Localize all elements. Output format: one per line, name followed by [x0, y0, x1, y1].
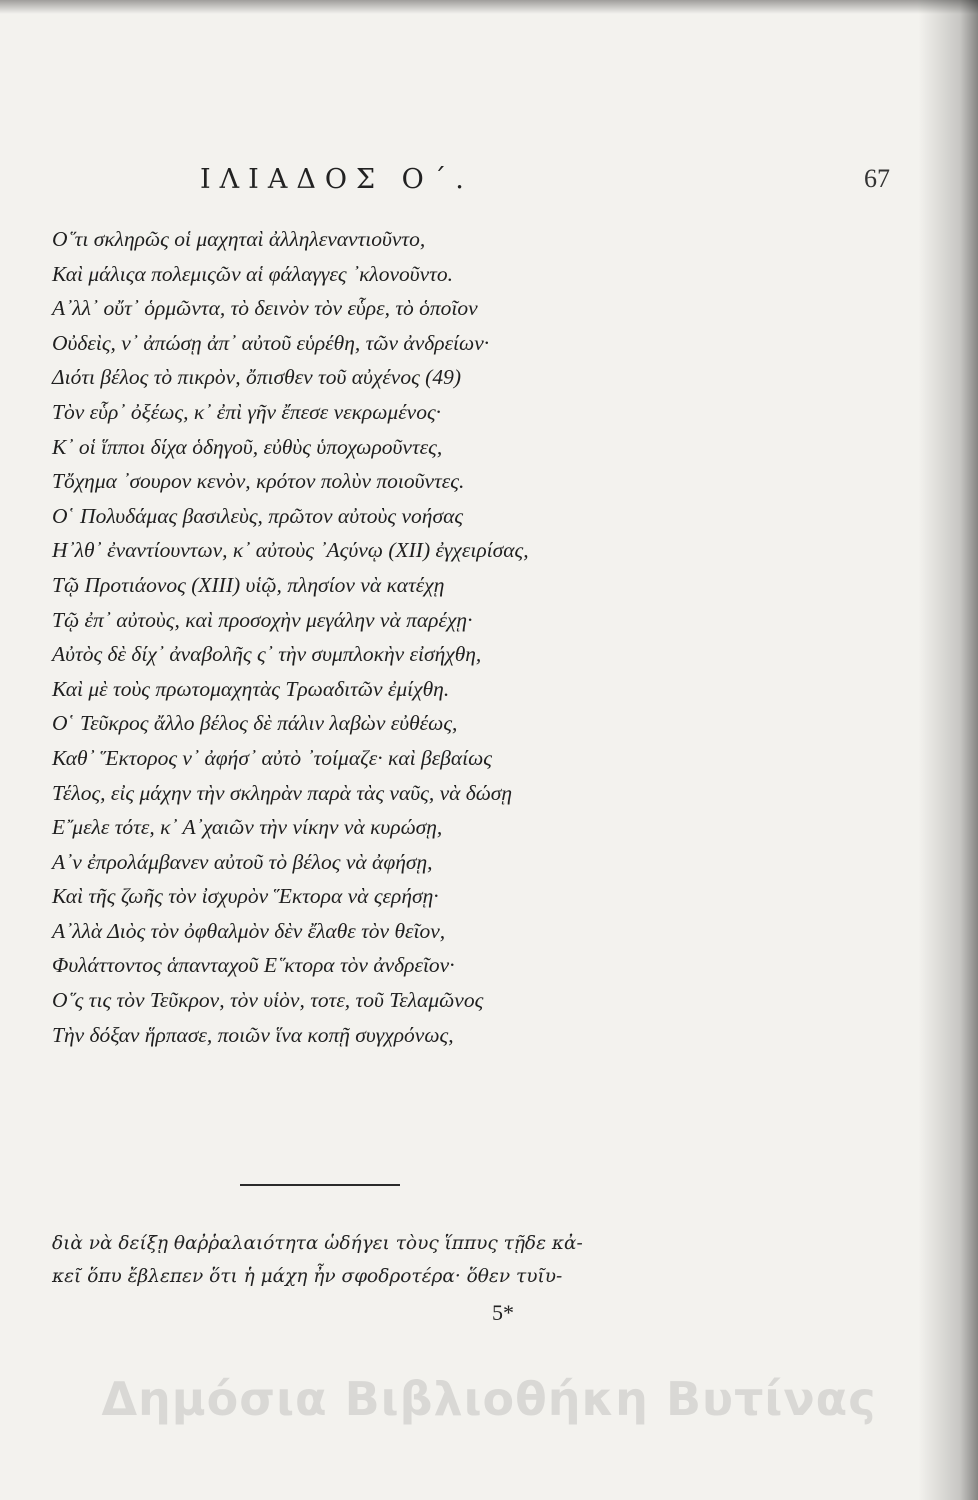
page-number: 67 [864, 164, 890, 193]
verse-line: Καὶ τῆς ζωῆς τὸν ἰσχυρὸν Ἕκτορα νὰ ςερήσῃ· [52, 884, 439, 909]
signature-mark: 5* [492, 1300, 514, 1325]
verse-line: Α᾽λλ᾽ οὔτ᾽ ὁρμῶντα, τὸ δεινὸν τὸν εὗρε, τὸ ὁποῖον [52, 296, 478, 321]
verse-line: Ο῾ Πολυδάμας βασιλεὺς, πρῶτον αὐτοὺς νοήσας [52, 503, 464, 528]
verse-line: Αὐτὸς δὲ δίχ᾽ ἀναβολῆς ς᾽ τὴν συμπλοκὴν εἰσήχθη, [52, 642, 482, 667]
library-watermark: Δημόσια Βιβλιοθήκη Βυτίνας [101, 1372, 877, 1426]
verse-line: Τὸν εὗρ᾽ ὀξέως, κ᾽ ἐπὶ γῆν ἔπεσε νεκρωμένος· [52, 399, 442, 424]
verse-line: Α᾽λλὰ Διὸς τὸν ὀφθαλμὸν δὲν ἔλαθε τὸν θεῖον, [52, 918, 446, 943]
verse-line: Οὐδεὶς, ν᾽ ἀπώσῃ ἀπ᾽ αὐτοῦ εὑρέθη, τῶν ἀνδρείων· [52, 330, 490, 355]
verse-line: Κ᾽ οἱ ἵπποι δίχα ὁδηγοῦ, εὐθὺς ὑποχωροῦντες, [52, 434, 443, 459]
verse-line: Ο῾ Τεῦκρος ἄλλο βέλος δὲ πάλιν λαβὼν εὐθέως, [52, 711, 458, 736]
top-edge-shadow [0, 0, 978, 14]
verse-line: Η᾽λθ᾽ ἐναντίουντων, κ᾽ αὐτοὺς ᾽Αςύνῳ (XII) ἐγχειρίσας, [52, 538, 529, 563]
footnote-line: κεῖ ὅπυ ἔβλεπεν ὅτι ἡ μάχη ἦν σφοδροτέρα· ὅθεν τυῖυ- [52, 1266, 563, 1287]
right-edge-shadow [918, 0, 978, 1500]
verse-line: Α᾽ν ἐπρολάμβανεν αὐτοῦ τὸ βέλος νὰ ἀφήσῃ, [52, 849, 433, 874]
verse-line: Καθ᾽ Ἕκτορος ν᾽ ἀφήσ᾽ αὐτὸ ᾽τοίμαζε· καὶ βεβαίως [52, 745, 493, 770]
verse-line: Καὶ μὲ τοὺς πρωτομαχητὰς Τρωαδιτῶν ἐμίχθη. [52, 676, 450, 701]
verse-line: Ε῎μελε τότε, κ᾽ Α᾽χαιῶν τὴν νίκην νὰ κυρώσῃ, [52, 815, 443, 840]
verse-line: Τέλος, εἰς μάχην τὴν σκληρὰν παρὰ τὰς ναῦς, νὰ δώσῃ [52, 780, 513, 805]
verse-line: Ο῞τι σκληρῶς οἱ μαχηταὶ ἀλληλεναντιοῦντο, [52, 227, 426, 251]
running-title: ΙΛΙΑΔΟΣ Ο΄. [200, 164, 473, 195]
page-header [0, 164, 978, 204]
verse-line: Τὄχημα ᾽σουρον κενὸν, κρότον πολὺν ποιοῦντες. [52, 469, 465, 494]
footnote [52, 1227, 932, 1293]
verse-line: Τῷ ἐπ᾽ αὐτοὺς, καὶ προσοχὴν μεγάλην νὰ παρέχῃ· [52, 607, 473, 632]
verse-line: Διότι βέλος τὸ πικρὸν, ὄπισθεν τοῦ αὐχένος (49) [52, 365, 462, 390]
footnote-line: διὰ νὰ δείξῃ θαῤῥαλαιότητα ὡδήγει τὸυς ἵππυς τῇδε κἀ- [52, 1233, 583, 1254]
footnote-rule [240, 1184, 400, 1186]
verse-line: Ο῞ς τις τὸν Τεῦκρον, τὸν υἱὸν, τοτε, τοῦ Τελαμῶνος [52, 988, 484, 1013]
verse-line: Τῷ Προτιάονος (XIII) υἱῷ, πλησίον νὰ κατέχῃ [52, 572, 445, 597]
verse-line: Φυλάττοντος ἁπανταχοῦ Ε῞κτορα τὸν ἀνδρεῖον· [52, 953, 455, 978]
verse-list [52, 222, 932, 1052]
verse-line: Τὴν δόξαν ἥρπασε, ποιῶν ἵνα κοπῇ συγχρόνως, [52, 1022, 454, 1047]
verse-line: Καὶ μάλιςα πολεμιςῶν αἱ φάλαγγες ᾽κλονοῦντο. [52, 261, 453, 286]
